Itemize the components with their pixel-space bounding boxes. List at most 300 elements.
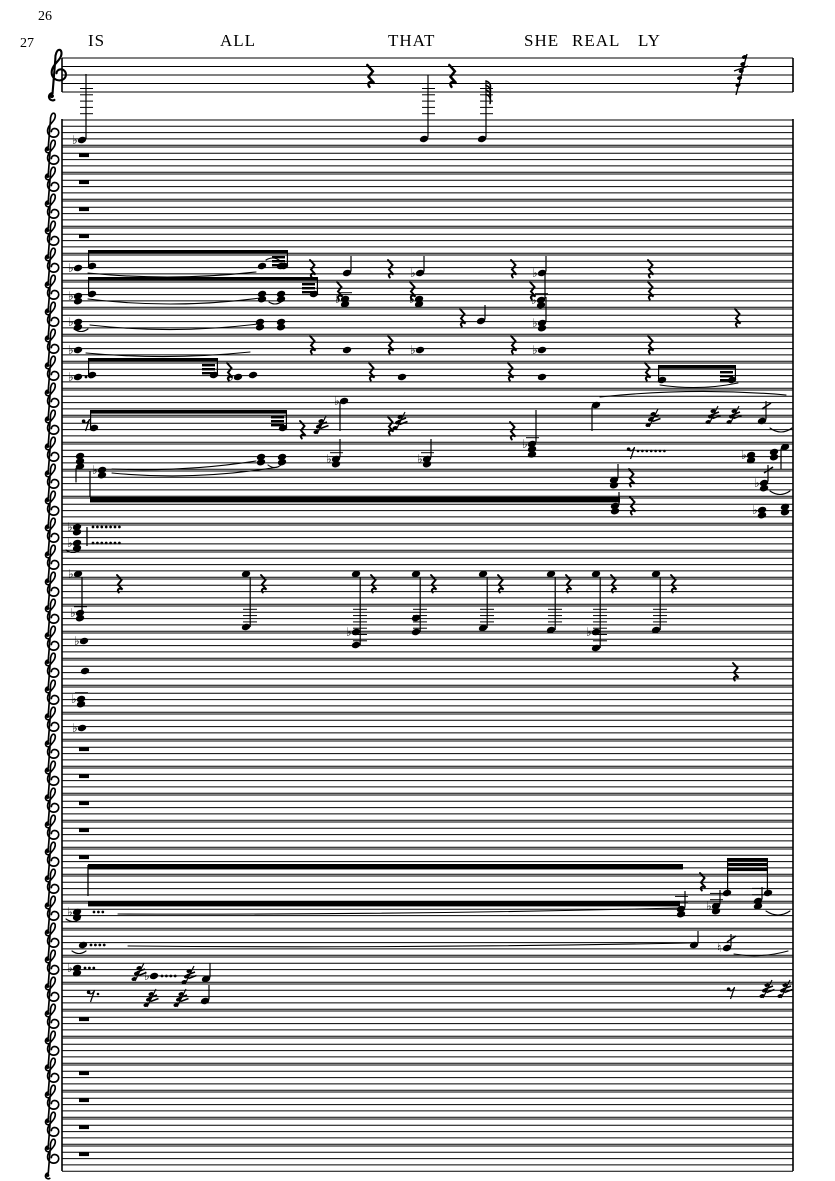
- flat-icon: ♭: [410, 343, 416, 357]
- treble-clef-icon: [45, 734, 58, 774]
- clef-ball: [46, 769, 49, 772]
- treble-clef-path: [45, 518, 58, 558]
- treble-clef-path: [45, 1085, 58, 1125]
- quarter-rest-glyph: [630, 497, 636, 515]
- whole-rest: [79, 1017, 89, 1021]
- rest-dot: [659, 450, 662, 453]
- flat-icon: ♭: [741, 448, 747, 462]
- slur: [660, 383, 738, 388]
- treble-clef-path: [45, 1058, 58, 1098]
- augmentation-dot: [103, 944, 106, 947]
- clef-ball: [46, 796, 49, 799]
- treble-clef-path: [45, 491, 58, 531]
- treble-clef-path: [45, 626, 58, 666]
- quarter-rest: [735, 309, 741, 327]
- whole-rest: [79, 774, 89, 778]
- repeat-dots: [118, 526, 121, 529]
- treble-clef-path: [45, 869, 58, 909]
- clef-ball: [46, 472, 49, 475]
- augmentation-dot: [169, 975, 172, 978]
- notehead: [79, 637, 89, 646]
- treble-clef-icon: [45, 329, 58, 369]
- measure-number-26: 26: [38, 9, 52, 24]
- notehead: [73, 346, 83, 355]
- flat-icon: ♭: [67, 961, 73, 975]
- notehead: [397, 373, 407, 382]
- tremolo-stack: [272, 260, 285, 262]
- treble-clef-icon: [45, 842, 58, 882]
- treble-clef-path: [45, 275, 58, 315]
- note: [257, 262, 267, 271]
- treble-clef-icon: [45, 896, 58, 936]
- treble-clef-icon: [45, 1085, 58, 1125]
- beam-bar: [727, 863, 768, 866]
- lyric-word: THAT: [388, 31, 436, 50]
- note: [397, 373, 407, 382]
- repeat-dots: [100, 526, 103, 529]
- quarter-rest: [645, 363, 651, 381]
- tremolo-stack: [271, 420, 284, 422]
- tremolo-stack: [202, 368, 215, 370]
- clef-ball: [46, 229, 49, 232]
- augmentation-dot: [90, 944, 93, 947]
- clef-ball: [46, 283, 49, 286]
- quarter-rest: [310, 336, 316, 354]
- notehead: [722, 889, 732, 898]
- staff-14: [45, 437, 793, 482]
- note: [763, 889, 773, 898]
- repeat-dots: [92, 542, 95, 545]
- lyric-word: IS: [88, 31, 106, 50]
- treble-clef-path: [45, 464, 58, 504]
- quarter-rest-glyph: [648, 260, 654, 278]
- treble-clef-icon: [45, 167, 58, 207]
- whole-rest: [79, 747, 89, 751]
- flat-icon: ♭: [68, 567, 74, 581]
- quarter-rest: [648, 282, 654, 300]
- staff-16: [45, 471, 793, 531]
- treble-clef-icon: [45, 572, 58, 612]
- augmentation-dot: [98, 944, 101, 947]
- flat-icon: ♭: [92, 463, 98, 477]
- slash: [321, 426, 329, 429]
- treble-clef-icon: [45, 1004, 58, 1044]
- repeat-dots: [118, 542, 121, 545]
- treble-clef-icon: [45, 1112, 58, 1152]
- flat-icon: ♭: [70, 606, 76, 620]
- tremolo-figure: [777, 980, 793, 999]
- treble-clef-icon: [45, 383, 58, 423]
- chord: [68, 315, 83, 331]
- tremolo-beam: [657, 365, 737, 384]
- treble-clef-path: [45, 572, 58, 612]
- clef-ball: [46, 1093, 49, 1096]
- quarter-rest: [630, 497, 636, 515]
- notehead: [233, 373, 243, 382]
- flat-icon: ♭: [68, 315, 74, 329]
- treble-clef-icon: [45, 221, 58, 261]
- tremolo-figure: [645, 409, 661, 428]
- flat-icon: ♭: [522, 437, 528, 451]
- flat-icon: ♭: [68, 289, 74, 303]
- chord: [752, 887, 765, 910]
- notehead: [591, 644, 601, 653]
- treble-clef-path: [45, 977, 58, 1017]
- treble-clef-path: [45, 302, 58, 342]
- chord: [610, 492, 620, 515]
- quarter-rest: [388, 417, 394, 435]
- rest-dot: [663, 450, 666, 453]
- quarter-rest: [510, 422, 516, 440]
- repeat-dots: [92, 526, 95, 529]
- augmentation-dot: [92, 967, 95, 970]
- eighth-rest-tail: [731, 988, 735, 1000]
- repeat-dots: [93, 911, 96, 914]
- slur: [90, 324, 258, 330]
- notehead: [537, 346, 547, 355]
- slash: [653, 419, 661, 422]
- quarter-rest-glyph: [310, 336, 316, 354]
- quarter-rest: [511, 336, 517, 354]
- augmentation-dot: [161, 975, 164, 978]
- note: [201, 963, 211, 983]
- slur: [86, 352, 250, 357]
- clef-ball: [46, 1039, 49, 1042]
- clef-ball: [46, 823, 49, 826]
- treble-clef-icon: [45, 788, 58, 828]
- clef-ball: [46, 580, 49, 583]
- quarter-rest: [310, 260, 316, 278]
- repeat-dots: [96, 526, 99, 529]
- beam-bar: [88, 277, 318, 281]
- clef-ball: [46, 391, 49, 394]
- flat-icon: ♭: [68, 370, 74, 384]
- notehead: [759, 993, 765, 998]
- notehead: [763, 889, 773, 898]
- eighth-rest: [627, 447, 666, 459]
- treble-clef-path: [45, 815, 58, 855]
- clef-ball: [46, 256, 49, 259]
- treble-clef-icon: [45, 302, 58, 342]
- treble-clef-path: [45, 221, 58, 261]
- whole-rest: [79, 207, 89, 211]
- treble-clef-path: [45, 734, 58, 774]
- clef-ball: [46, 418, 49, 421]
- treble-clef-icon: [45, 626, 58, 666]
- slash: [151, 999, 159, 1002]
- treble-clef-icon: [45, 1139, 58, 1179]
- quarter-rest-glyph: [310, 260, 316, 278]
- tremolo-beam: [89, 410, 288, 432]
- beam-bar: [727, 868, 768, 871]
- note: [342, 256, 352, 277]
- treble-clef-path: [45, 194, 58, 234]
- augmentation-dot: [174, 975, 177, 978]
- treble-clef-path: [45, 140, 58, 180]
- treble-clef-path: [45, 707, 58, 747]
- note: [780, 443, 790, 469]
- note: [72, 74, 93, 147]
- notehead: [149, 972, 159, 981]
- treble-clef-path: [45, 1139, 58, 1179]
- augmentation-dot: [165, 975, 168, 978]
- flat-icon: ♭: [68, 261, 74, 275]
- notehead: [78, 941, 88, 950]
- whole-rest: [79, 1098, 89, 1102]
- whole-rest: [79, 801, 89, 805]
- augmentation-dot: [85, 376, 88, 379]
- repeat-dots: [97, 911, 100, 914]
- staff-1: [49, 50, 793, 101]
- staff-12: [45, 383, 793, 431]
- treble-clef-icon: [45, 464, 58, 504]
- tremolo-figure: [759, 980, 775, 999]
- tie: [770, 491, 790, 495]
- flat-icon: ♭: [531, 293, 537, 307]
- flat-icon: ♭: [410, 266, 416, 280]
- clef-ball: [46, 337, 49, 340]
- score-system: [45, 50, 793, 1179]
- whole-rest: [79, 1152, 89, 1156]
- chord: [257, 290, 267, 304]
- tremolo-stack: [271, 424, 284, 426]
- repeat-dots: [105, 542, 108, 545]
- treble-clef-path: [45, 545, 58, 585]
- tremolo-figure: [143, 989, 159, 1008]
- notehead: [411, 628, 421, 637]
- note: [80, 667, 90, 676]
- clef-ball: [46, 688, 49, 691]
- flat-icon: ♭: [72, 721, 78, 735]
- treble-clef-icon: [45, 653, 58, 693]
- quarter-rest-glyph: [510, 422, 516, 440]
- treble-clef-icon: [45, 491, 58, 531]
- augmentation-dot: [84, 967, 87, 970]
- treble-clef-icon: [45, 248, 58, 288]
- tremolo-stack: [202, 364, 215, 366]
- clef-ball: [46, 148, 49, 151]
- notehead: [248, 371, 258, 380]
- chord: [277, 453, 287, 467]
- notehead: [537, 373, 547, 382]
- flat-icon: ♭: [334, 394, 340, 408]
- chord: [256, 453, 266, 467]
- staff-2: [45, 74, 793, 153]
- treble-clef-path: [45, 437, 58, 477]
- cluster-band: [90, 497, 620, 502]
- clef-ball: [46, 445, 49, 448]
- tremolo-stack: [720, 375, 733, 377]
- clef-ball: [46, 850, 49, 853]
- treble-clef-icon: [45, 437, 58, 477]
- note: [689, 931, 699, 949]
- treble-clef-icon: [45, 356, 58, 396]
- quarter-rest-glyph: [735, 309, 741, 327]
- augmentation-dot: [94, 944, 97, 947]
- quarter-rest: [511, 260, 517, 278]
- cluster-band: [88, 901, 680, 906]
- chord: [67, 520, 82, 536]
- note: [757, 401, 771, 425]
- flat-icon: ♭: [74, 634, 80, 648]
- whole-rest: [79, 180, 89, 184]
- quarter-rest-glyph: [645, 363, 651, 381]
- note: [78, 941, 106, 950]
- tremolo-stack: [271, 416, 284, 418]
- flat-icon: ♭: [72, 133, 78, 147]
- note: [200, 985, 210, 1005]
- treble-clef-icon: [45, 977, 58, 1017]
- notehead: [77, 724, 87, 733]
- clef-ball: [46, 310, 49, 313]
- chord: [769, 448, 779, 462]
- clef-ball: [46, 904, 49, 907]
- whole-rest: [79, 234, 89, 238]
- flat-icon: ♭: [532, 316, 538, 330]
- flat-icon: ♭: [67, 536, 73, 550]
- clef-ball: [46, 1012, 49, 1015]
- clef-ball: [46, 202, 49, 205]
- tremolo-stack: [720, 379, 733, 381]
- quarter-rest: [369, 363, 375, 381]
- repeat-dots: [105, 526, 108, 529]
- clef-ball: [46, 553, 49, 556]
- flat-icon: ♭: [67, 905, 73, 919]
- notehead: [415, 346, 425, 355]
- treble-clef-icon: [45, 815, 58, 855]
- clef-ball: [46, 526, 49, 529]
- notehead: [726, 419, 732, 424]
- flat-icon: ♭: [326, 452, 332, 466]
- lyric-word: SHE: [524, 31, 560, 50]
- treble-clef-path: [45, 842, 58, 882]
- eighth-rest-tail: [631, 448, 635, 460]
- quarter-rest: [508, 363, 514, 381]
- notehead: [351, 641, 361, 650]
- quarter-rest-glyph: [388, 260, 394, 278]
- chord: [70, 606, 87, 622]
- clef-ball: [46, 1066, 49, 1069]
- chord: [68, 289, 83, 305]
- tie: [766, 911, 790, 915]
- flat-icon: ♭: [346, 625, 352, 639]
- quarter-rest-glyph: [511, 336, 517, 354]
- clef-ball: [46, 958, 49, 961]
- clef-ball: [46, 985, 49, 988]
- rest-dot: [646, 450, 649, 453]
- clef-ball: [46, 1174, 49, 1177]
- flat-icon: ♭: [752, 503, 758, 517]
- treble-clef-path: [45, 113, 58, 153]
- beam-bar: [727, 858, 768, 861]
- flat-icon: ♭: [532, 343, 538, 357]
- chord: [417, 439, 434, 468]
- treble-clef-icon: [45, 1031, 58, 1071]
- tremolo-stack: [720, 371, 733, 373]
- lyric-word: LY: [638, 31, 661, 50]
- treble-clef-icon: [45, 1058, 58, 1098]
- repeat-dots: [101, 911, 104, 914]
- beam-bar: [88, 358, 218, 362]
- tremolo-stack: [302, 291, 315, 293]
- notehead: [80, 667, 90, 676]
- staff-40: [45, 1139, 793, 1179]
- notehead: [342, 346, 352, 355]
- rest-dot: [641, 450, 644, 453]
- repeat-dots: [109, 542, 112, 545]
- repeat-dots: [114, 526, 117, 529]
- treble-clef-path: [45, 950, 58, 990]
- treble-clef-path: [45, 410, 58, 450]
- flat-icon: ♭: [532, 266, 538, 280]
- whole-rest: [79, 828, 89, 832]
- treble-clef-path: [45, 680, 58, 720]
- treble-clef-path: [45, 923, 58, 963]
- flat-icon: ♭: [586, 625, 592, 639]
- cluster-band: [88, 864, 683, 869]
- note: [537, 373, 547, 382]
- notehead: [241, 623, 251, 632]
- stem-column: [411, 570, 437, 637]
- quarter-rest-glyph: [460, 309, 466, 327]
- treble-clef-path: [45, 383, 58, 423]
- tremolo-stack: [202, 372, 215, 374]
- treble-clef-path: [45, 653, 58, 693]
- clef-ball: [46, 1120, 49, 1123]
- chord: [276, 290, 286, 304]
- staff-18: [45, 536, 793, 585]
- slur: [88, 272, 256, 277]
- tie: [268, 465, 281, 468]
- tremolo-figure: [173, 989, 189, 1008]
- repeat-dots: [96, 542, 99, 545]
- whole-rest: [79, 1071, 89, 1075]
- treble-clef-icon: [45, 410, 58, 450]
- treble-clef-icon: [45, 599, 58, 639]
- clef-ball: [50, 94, 54, 98]
- repeat-dots: [109, 526, 112, 529]
- note: [722, 889, 732, 898]
- treble-clef-icon: [45, 113, 58, 153]
- quarter-rest: [460, 309, 466, 327]
- clef-ball: [46, 1147, 49, 1150]
- clef-ball: [46, 877, 49, 880]
- rest-dot: [650, 450, 653, 453]
- treble-clef-path: [45, 788, 58, 828]
- flat-icon: ♭: [71, 692, 77, 706]
- quarter-rest: [388, 336, 394, 354]
- beamed-tremolo-block: [727, 858, 768, 892]
- rest-dot: [637, 450, 640, 453]
- treble-clef-path: [45, 356, 58, 396]
- quarter-rest-glyph: [388, 417, 394, 435]
- tremolo-stack: [302, 283, 315, 285]
- notehead: [131, 976, 137, 981]
- treble-clef-icon: [45, 761, 58, 801]
- quarter-rest: [733, 663, 739, 681]
- treble-clef-path: [45, 248, 58, 288]
- beam-bar: [90, 410, 287, 414]
- clef-ball: [46, 661, 49, 664]
- quarter-rest-glyph: [388, 336, 394, 354]
- chord: [609, 464, 619, 489]
- flat-icon: ♭: [706, 899, 712, 913]
- note: [717, 934, 736, 955]
- flat-icon: ♭: [67, 520, 73, 534]
- clef-ball: [46, 742, 49, 745]
- treble-clef-path: [45, 329, 58, 369]
- flat-icon: ♭: [228, 370, 234, 384]
